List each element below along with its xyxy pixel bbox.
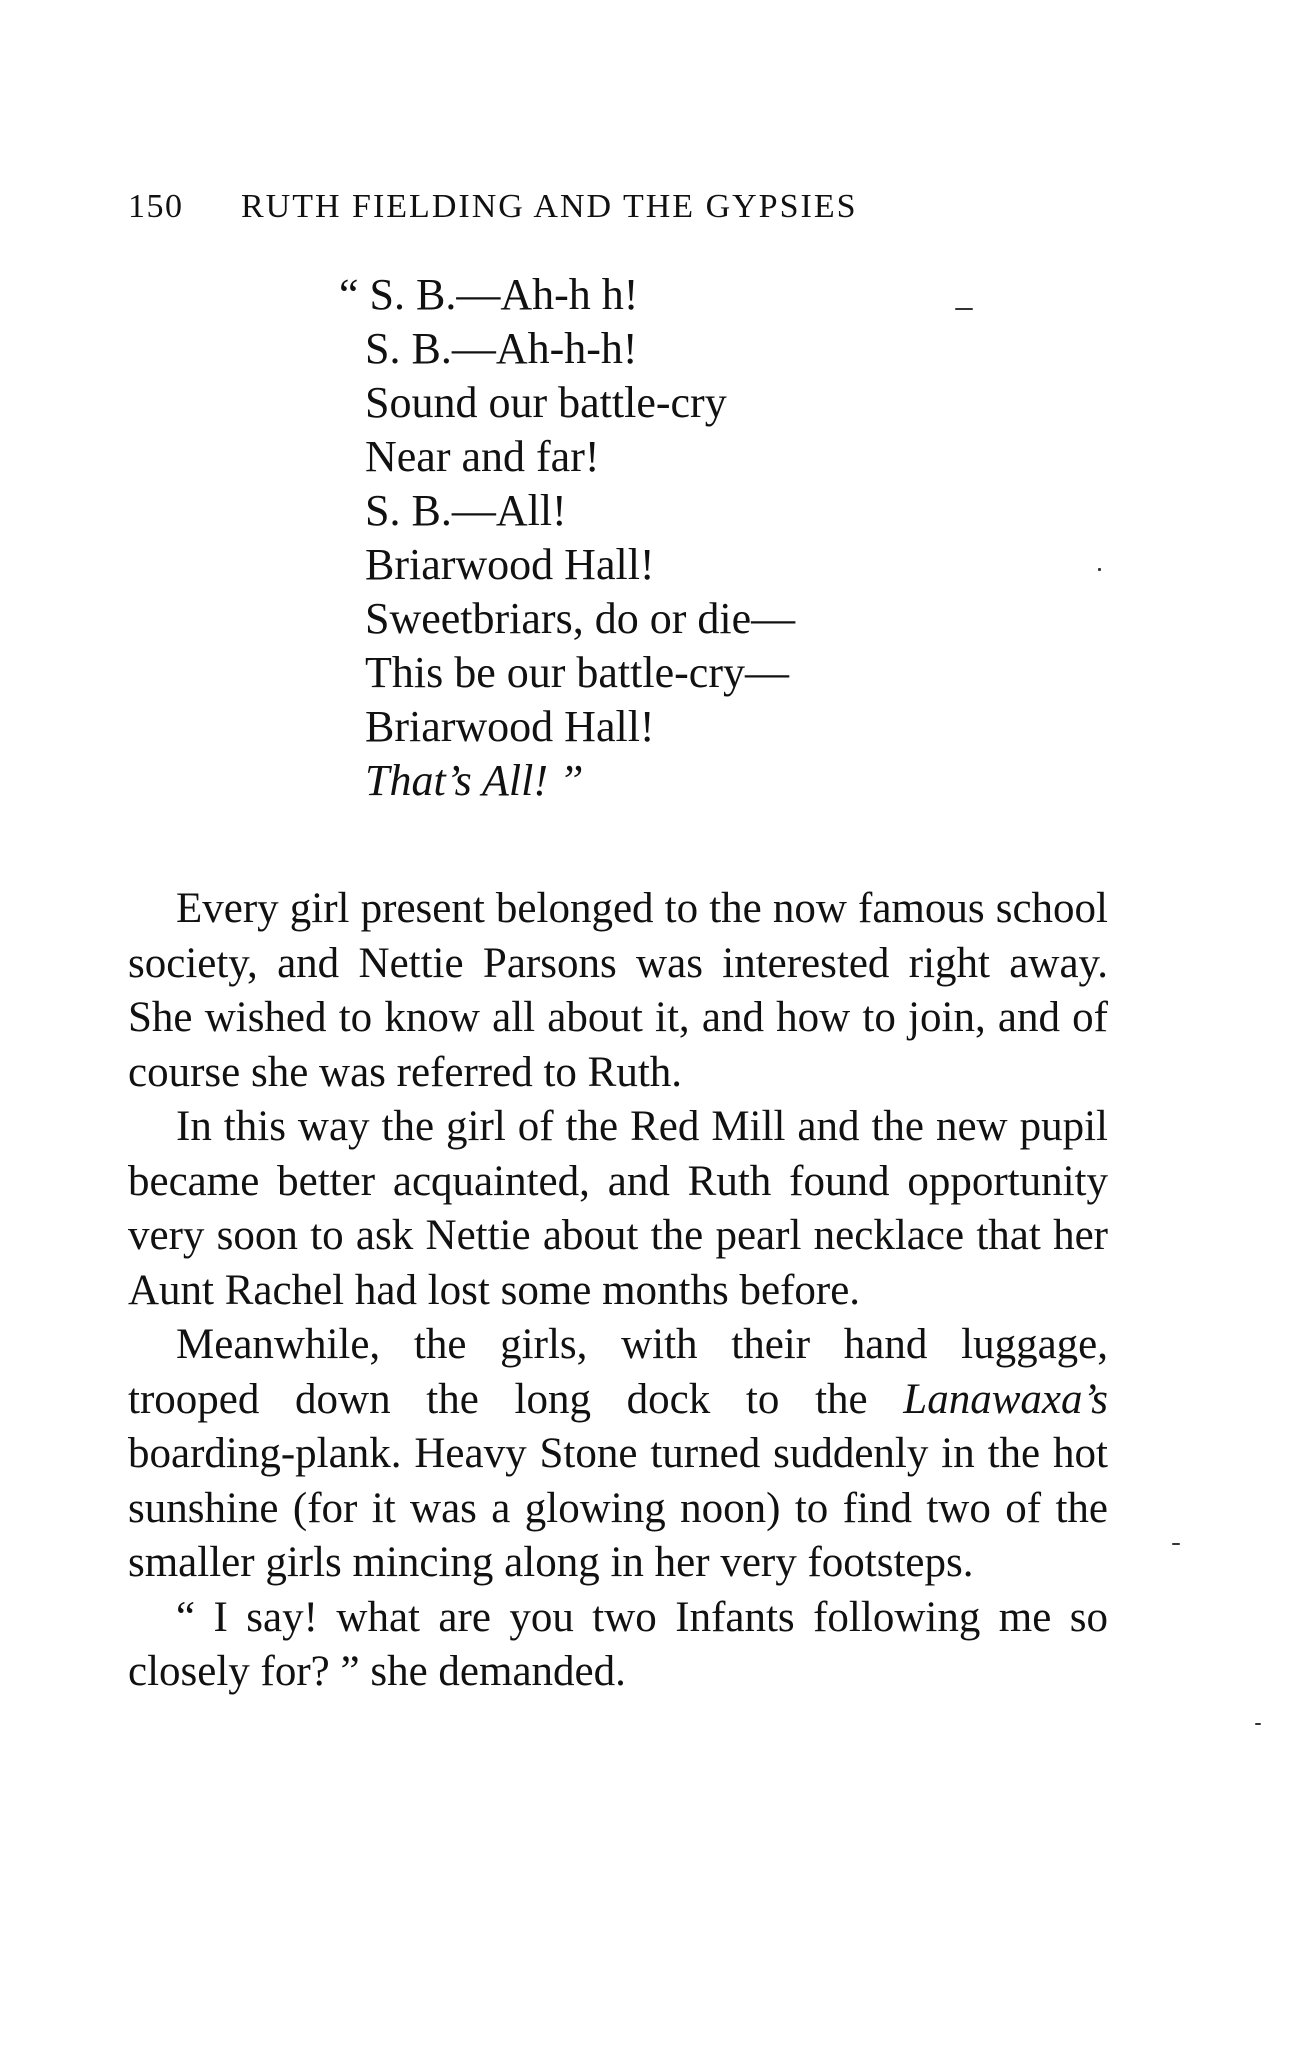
scan-speck xyxy=(1172,1543,1180,1545)
scan-speck xyxy=(1098,568,1101,571)
verse-line: Near and far! xyxy=(365,432,600,481)
book-page xyxy=(128,188,1108,1700)
paragraph: “ I say! what are you two Infants following me so closely for? ” she demanded. xyxy=(128,1593,1108,1695)
paragraph: Meanwhile, the girls, with their hand luggage, trooped down the long dock to the Lanawaxa’s boarding-plank. Heavy Stone turned suddenly in the hot sunshine (for it was a glowing noon) to find two of the smaller girls mincing along in her very footsteps. xyxy=(128,1321,1108,1586)
page-number: 150 xyxy=(128,188,184,225)
scan-speck xyxy=(955,308,973,310)
verse-line: Briarwood Hall! xyxy=(365,540,655,589)
page-header xyxy=(128,188,1108,248)
verse-line: That’s All! ” xyxy=(365,756,584,805)
body-text xyxy=(128,882,1108,1700)
verse-line: This be our battle-cry— xyxy=(365,648,789,697)
running-title: RUTH FIELDING AND THE GYPSIES xyxy=(241,188,858,225)
verse-line: Briarwood Hall! xyxy=(365,702,655,751)
verse-line: “ S. B.—Ah-h h! xyxy=(339,270,639,319)
paragraph: In this way the girl of the Red Mill and the new pupil became better acquainted, and Ruth found opportunity very soon to ask Nettie about the pearl necklace that her Aunt Rachel had lost some months before. xyxy=(128,1103,1108,1314)
scan-speck xyxy=(1255,1723,1261,1725)
school-cheer-verse xyxy=(339,268,1108,808)
verse-line: Sound our battle-cry xyxy=(365,378,727,427)
paragraph: Every girl present belonged to the now famous school society, and Nettie Parsons was interested right away. She wished to know all about it, and how to join, and of course she was referred to Ruth. xyxy=(128,885,1108,1096)
verse-line: S. B.—Ah-h-h! xyxy=(365,324,638,373)
verse-line: S. B.—All! xyxy=(365,486,567,535)
ship-name: Lanawaxa’s xyxy=(903,1375,1108,1423)
verse-line: Sweetbriars, do or die— xyxy=(365,594,796,643)
